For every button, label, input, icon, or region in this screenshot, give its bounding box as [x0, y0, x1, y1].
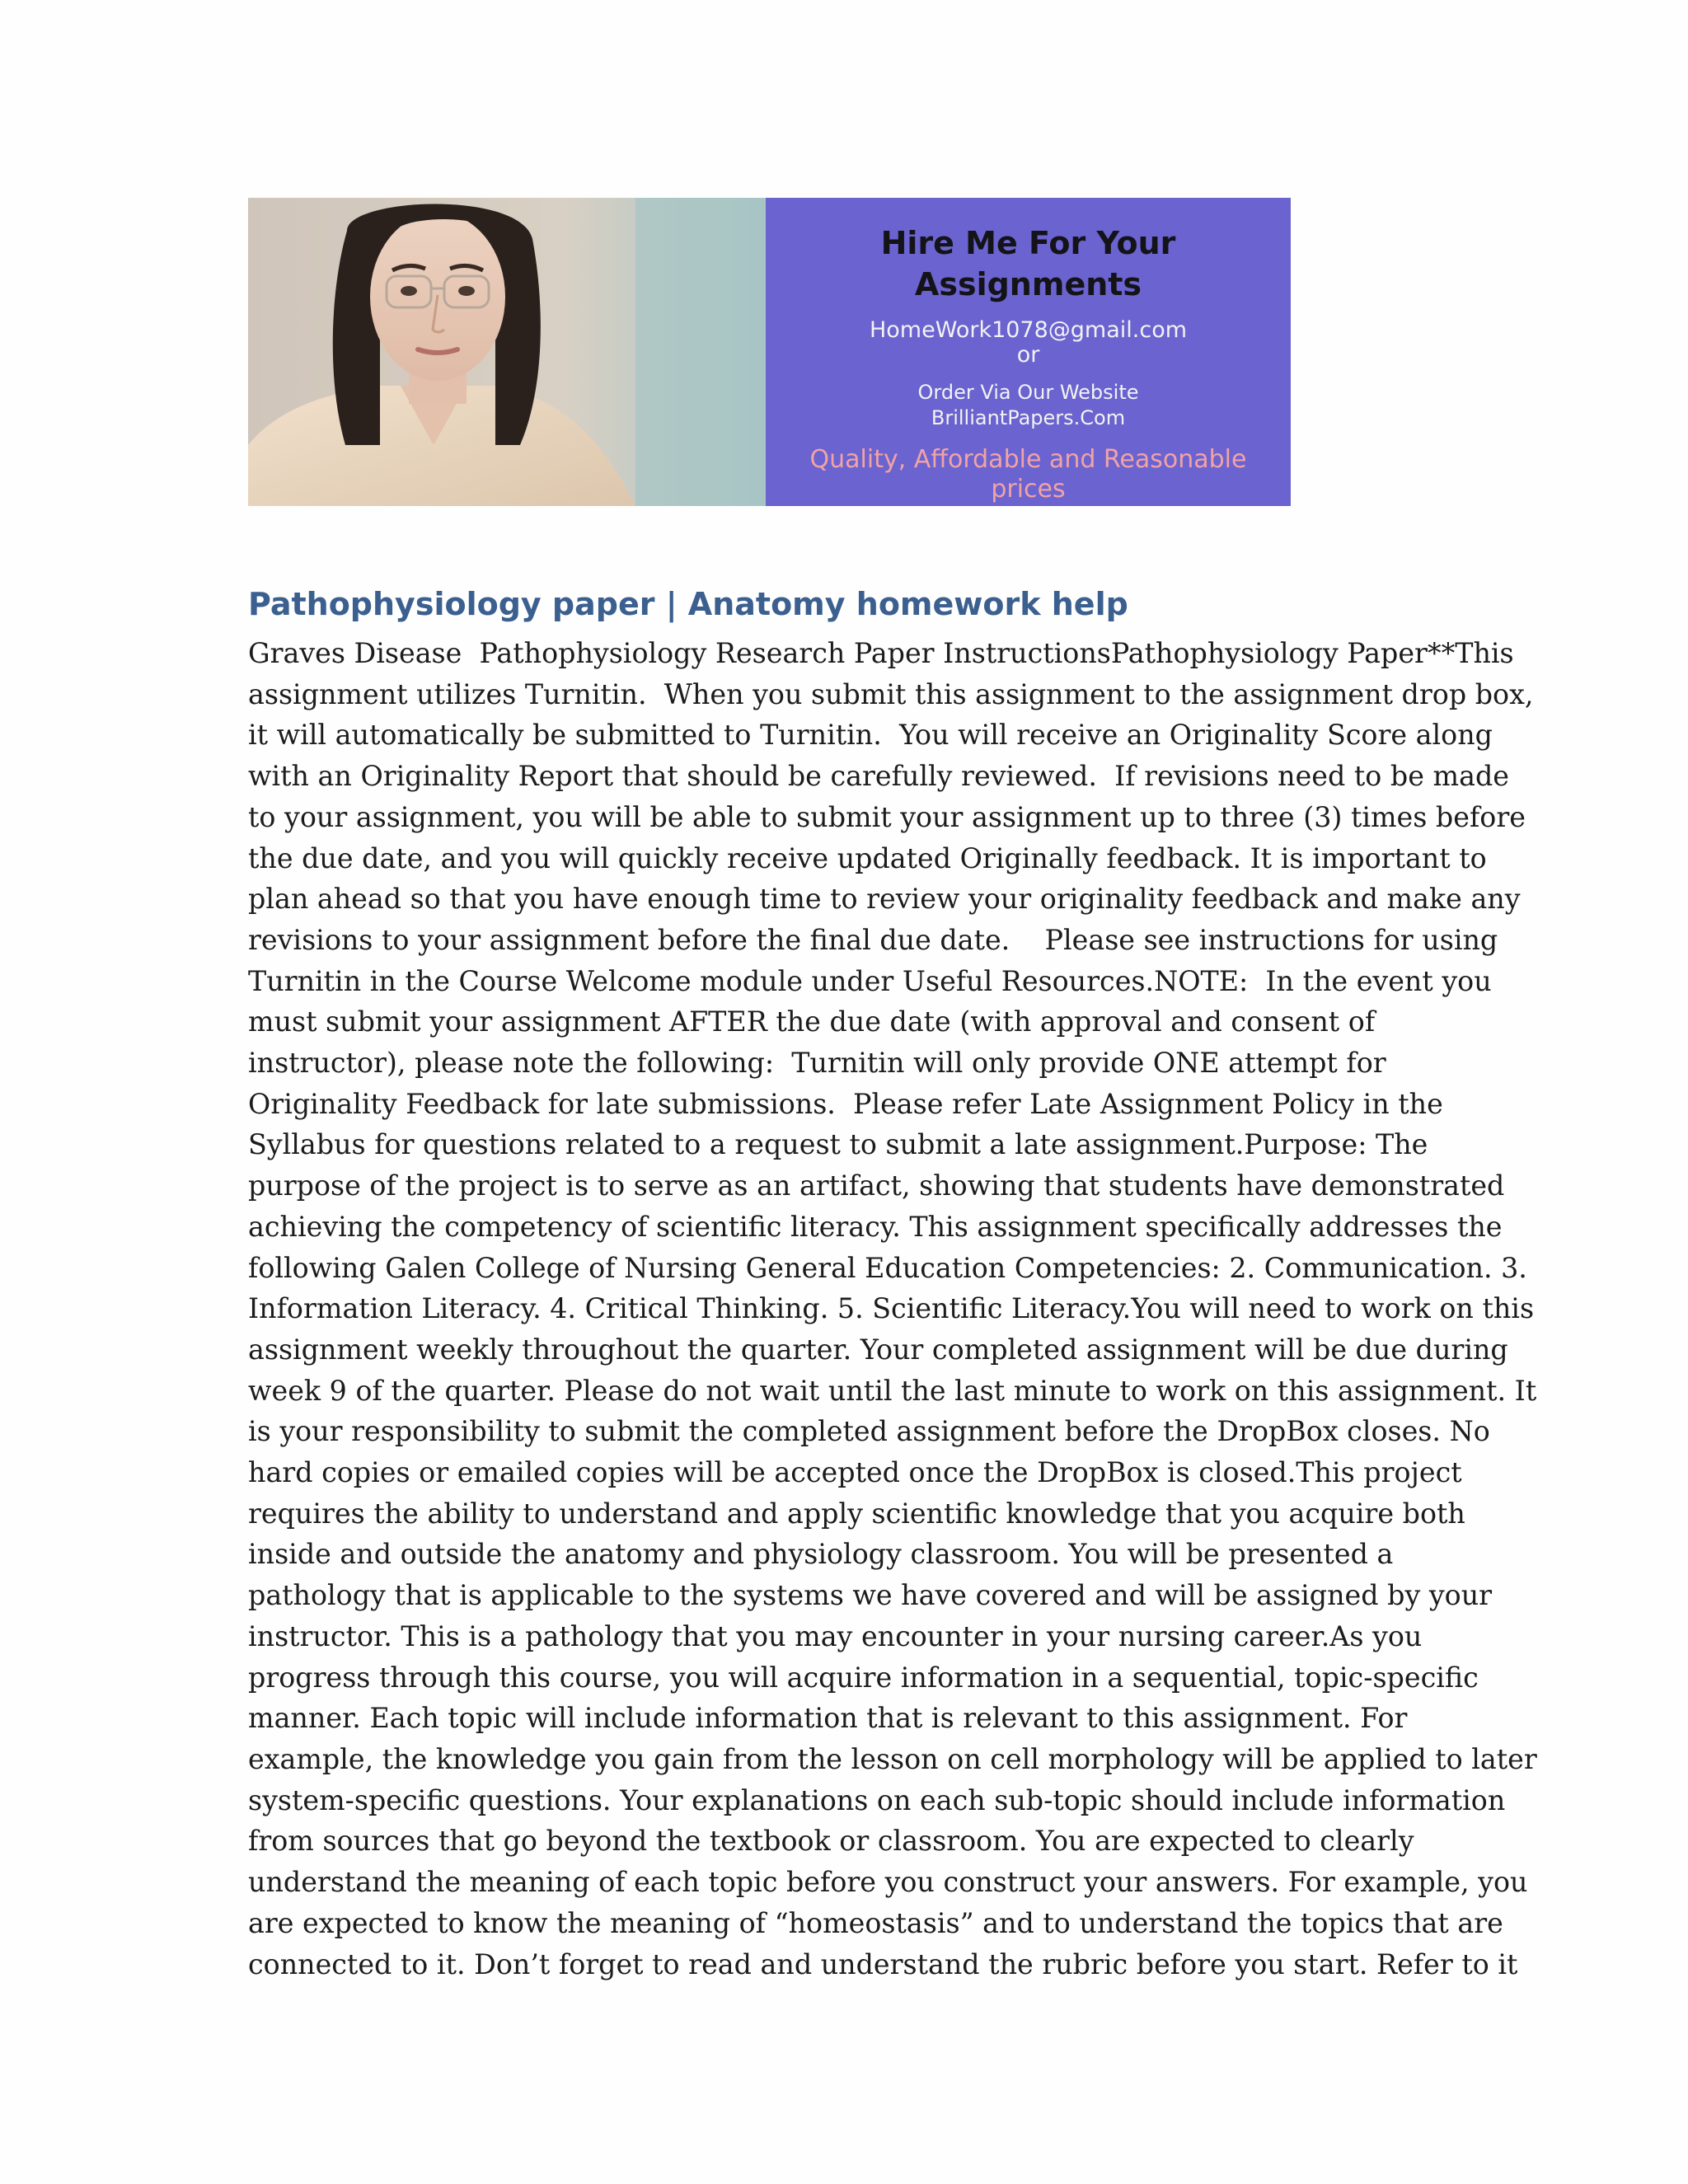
ad-headline: Hire Me For Your Assignments	[880, 225, 1176, 302]
body-text-line: progress through this course, you will acquire information in a sequential, topic-specific	[248, 1661, 1479, 1694]
body-text-line: purpose of the project is to serve as an artifact, showing that students have demonstrated	[248, 1169, 1505, 1202]
body-text-line: system-specific questions. Your explanations on each sub-topic should include information	[248, 1783, 1506, 1816]
body-text-line: from sources that go beyond the textbook or classroom. You are expected to clearly	[248, 1825, 1414, 1858]
body-text-line: the due date, and you will quickly receive updated Originally feedback. It is important to	[248, 841, 1487, 874]
body-text-line: hard copies or emailed copies will be accepted once the DropBox is closed.This project	[248, 1456, 1462, 1489]
ad-tagline: Quality, Affordable and Reasonable prices	[809, 445, 1247, 504]
body-text-line: plan ahead so that you have enough time to review your originality feedback and make any	[248, 883, 1521, 916]
body-text-line: Originality Feedback for late submissions. Please refer Late Assignment Policy in the	[248, 1087, 1443, 1120]
advertisement-banner[interactable]	[248, 198, 1291, 506]
body-text-line: understand the meaning of each topic before you construct your answers. For example, you	[248, 1866, 1528, 1899]
ad-email: HomeWork1078@gmail.com	[869, 317, 1188, 343]
body-text-line: must submit your assignment AFTER the due date (with approval and consent of	[248, 1005, 1376, 1038]
body-text-line: manner. Each topic will include information that is relevant to this assignment. For	[248, 1702, 1408, 1735]
body-text-line: are expected to know the meaning of “homeostasis” and to understand the topics that are	[248, 1906, 1503, 1939]
body-text-line: example, the knowledge you gain from the lesson on cell morphology will be applied to later	[248, 1742, 1537, 1775]
body-text-line: inside and outside the anatomy and physiology classroom. You will be presented a	[248, 1538, 1394, 1571]
body-text-line: Information Literacy. 4. Critical Thinking. 5. Scientific Literacy.You will need to work on this	[248, 1292, 1535, 1325]
body-text-line: following Galen College of Nursing General Education Competencies: 2. Communication. 3.	[248, 1251, 1527, 1284]
body-text-line: pathology that is applicable to the systems we have covered and will be assigned by your	[248, 1579, 1493, 1612]
article-body	[248, 633, 1537, 1985]
body-text-line: week 9 of the quarter. Please do not wait until the last minute to work on this assignment. It	[248, 1374, 1537, 1407]
body-text-line: Syllabus for questions related to a request to submit a late assignment.Purpose: The	[248, 1128, 1428, 1161]
body-text-line: revisions to your assignment before the final due date. Please see instructions for using	[248, 923, 1498, 956]
body-text-line: assignment weekly throughout the quarter. Your completed assignment will be due during	[248, 1333, 1508, 1366]
article	[248, 575, 1537, 1985]
body-text-line: achieving the competency of scientific literacy. This assignment specifically addresses the	[248, 1210, 1503, 1243]
woman-with-glasses-photo	[248, 198, 766, 506]
body-text-line: requires the ability to understand and apply scientific knowledge that you acquire both	[248, 1497, 1465, 1530]
ad-order-text: Order Via Our Website	[917, 381, 1139, 404]
body-text-line: Turnitin in the Course Welcome module under Useful Resources.NOTE: In the event you	[248, 964, 1492, 997]
body-text-line: is your responsibility to submit the completed assignment before the DropBox closes. No	[248, 1415, 1490, 1448]
body-text-line: instructor. This is a pathology that you may encounter in your nursing career.As you	[248, 1619, 1423, 1652]
body-text-line: connected to it. Don’t forget to read and understand the rubric before you start. Refer to it	[248, 1947, 1518, 1980]
article-title: Pathophysiology paper | Anatomy homework help	[248, 586, 1128, 622]
body-text-line: to your assignment, you will be able to submit your assignment up to three (3) times before	[248, 800, 1526, 833]
body-text-line: Graves Disease Pathophysiology Research Paper InstructionsPathophysiology Paper**This	[248, 637, 1514, 669]
body-text-line: it will automatically be submitted to Turnitin. You will receive an Originality Score along	[248, 719, 1493, 752]
body-text-line: with an Originality Report that should be carefully reviewed. If revisions need to be made	[248, 760, 1509, 793]
body-text-line: assignment utilizes Turnitin. When you submit this assignment to the assignment drop box,	[248, 677, 1534, 710]
ad-or: or	[1016, 342, 1040, 368]
body-text-line: instructor), please note the following: Turnitin will only provide ONE attempt for	[248, 1047, 1386, 1080]
ad-website: BrilliantPapers.Com	[931, 406, 1126, 429]
advertisement-panel[interactable]	[766, 198, 1291, 506]
